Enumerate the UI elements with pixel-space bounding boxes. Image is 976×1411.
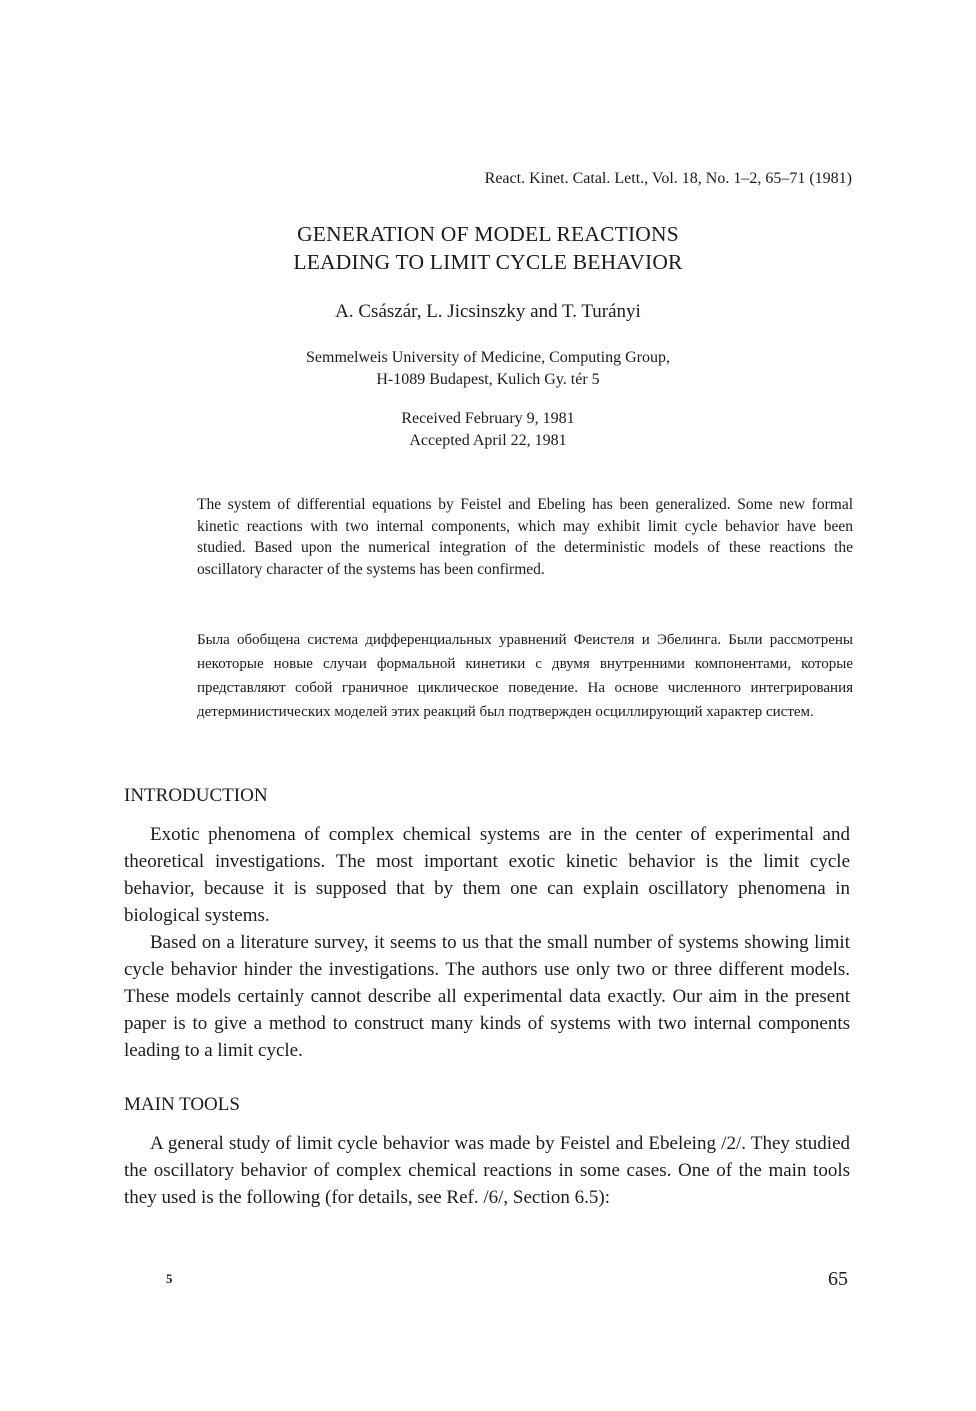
received-date: Received February 9, 1981 [401,410,575,427]
introduction-body [124,821,850,1064]
introduction-paragraph: Exotic phenomena of complex chemical systems are in the center of experimental and theoretical investigations. The most important exotic kinetic behavior is the limit cycle behavior, because it is supposed that by them one can explain oscillatory phenomena in biological systems. [124,824,850,926]
affiliation-line-1: Semmelweis University of Medicine, Computing Group, [306,349,670,366]
submission-dates [0,408,976,452]
page-number: 65 [828,1268,848,1290]
abstract-english: The system of differential equations by Feistel and Ebeling has been generalized. Some new formal kinetic reactions with two internal components, which may exhibit limit cycle behavior have been studied. Based upon the numerical integration of the deterministic models of these reactions the oscillatory character of the systems has been confirmed. [197,496,853,578]
section-heading-introduction: INTRODUCTION [124,785,268,806]
title-line-1: GENERATION OF MODEL REACTIONS [297,222,679,246]
affiliation-line-2: H-1089 Budapest, Kulich Gy. tér 5 [376,371,600,388]
affiliation [0,347,976,391]
abstract-russian: Была обобщена система дифференциальных уравнений Феистеля и Эбелинга. Были рассмотрены некоторые новые случаи формальной кинетики с двумя внутренними компонентами, которые представляют собой граничное циклическое поведение. На основе численного интегрирования детерминистических моделей этих реакций был подтвержден осциллирующий характер систем. [197,632,853,720]
journal-citation: React. Kinet. Catal. Lett., Vol. 18, No. 1–2, 65–71 (1981) [484,170,852,187]
paper-title [0,220,976,276]
title-line-2: LEADING TO LIMIT CYCLE BEHAVIOR [293,250,683,274]
author-list: A. Császár, L. Jicsinszky and T. Turányi [335,301,641,322]
main-tools-paragraph: A general study of limit cycle behavior was made by Feistel and Ebeleing /2/. They studied the oscillatory behavior of complex chemical reactions in some cases. One of the main tools they used is the following (for details, see Ref. /6/, Section 6.5): [124,1133,850,1208]
introduction-paragraph: Based on a literature survey, it seems to us that the small number of systems showing limit cycle behavior hinder the investigations. The authors use only two or three different models. These models certainly cannot describe all experimental data exactly. Our aim in the present paper is to give a method to construct many kinds of systems with two internal components leading to a limit cycle. [124,932,850,1061]
main-tools-body [124,1130,850,1211]
accepted-date: Accepted April 22, 1981 [409,432,567,449]
signature-mark: 5 [166,1271,173,1286]
section-heading-main-tools: MAIN TOOLS [124,1094,240,1115]
